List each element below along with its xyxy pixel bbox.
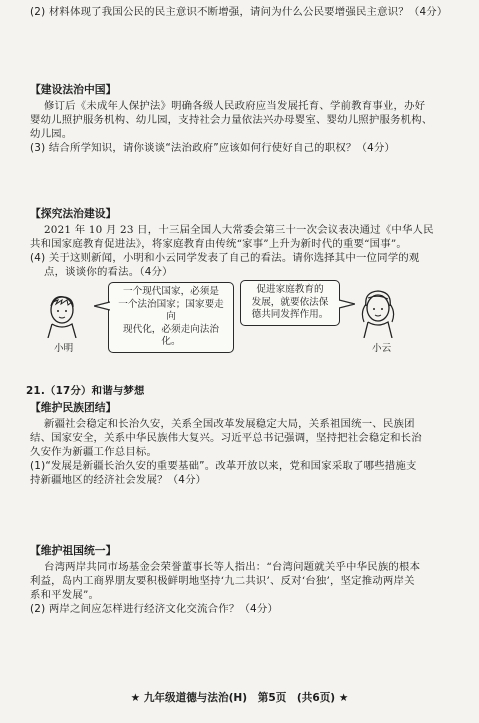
question-21-1-line-1: (1)“发展是新疆长治久安的重要基础”。改革开放以来，党和国家采取了哪些措施支 xyxy=(30,460,417,472)
name-xiaoming: 小明 xyxy=(54,343,74,354)
question-3: (3) 结合所学知识，请你谈谈“法治政府”应该如何行使好自己的职权？（4分） xyxy=(30,142,396,154)
question-21-title: 21.（17分）和谐与梦想 xyxy=(26,385,145,397)
bubble-text-xiaoyun: 促进家庭教育的 发展，就要依法保 德共同发挥作用。 xyxy=(251,284,329,320)
tanjiu-paragraph-line-2: 共和国家庭教育促进法》，将家庭教育由传统“家事”上升为新时代的重要“国事”。 xyxy=(30,238,407,250)
law-paragraph-line-2: 婴幼儿照护服务机构、幼儿园，支持社会力量依法兴办母婴室、婴幼儿照护服务机构、 xyxy=(30,114,433,126)
law-paragraph-line-1: 修订后《未成年人保护法》明确各级人民政府应当发展托育、学前教育事业，办好 xyxy=(44,100,426,112)
question-2: (2) 材料体现了我国公民的民主意识不断增强，请问为什么公民要增强民主意识？（4分） xyxy=(30,6,448,18)
speech-bubble-xiaoming xyxy=(108,282,234,353)
section-title-tanjiu: 【探究法治建设】 xyxy=(30,207,117,220)
question-21-1-line-2: 持新疆地区的经济社会发展？（4分） xyxy=(30,474,207,486)
name-xiaoyun: 小云 xyxy=(372,343,392,354)
section-title-tongyi: 【维护祖国统一】 xyxy=(30,544,117,557)
page-footer: ★ 九年级道德与法治(H) 第5页 (共6页) ★ xyxy=(130,692,349,704)
minzu-paragraph-line-2: 结、国家安全，关系中华民族伟大复兴。习近平总书记强调，坚持把社会稳定和长治 xyxy=(30,432,422,444)
section-title-minzu: 【维护民族团结】 xyxy=(30,401,117,414)
bubble-text-xiaoming: 一个现代国家，必须是 一个法治国家；国家要走向 现代化，必须走向法治化。 xyxy=(118,286,224,347)
minzu-paragraph-line-1: 新疆社会稳定和长治久安，关系全国改革发展稳定大局，关系祖国统一、民族团 xyxy=(44,418,415,430)
question-4-line-1: (4) 关于这则新闻，小明和小云同学发表了自己的看法。请你选择其中一位同学的观 xyxy=(30,252,420,264)
tongyi-paragraph-line-1: 台湾两岸共同市场基金会荣誉董事长等人指出：“台湾问题就关乎中华民族的根本 xyxy=(44,561,421,573)
question-4-line-2: 点，谈谈你的看法。（4分） xyxy=(44,266,173,278)
tanjiu-paragraph-line-1: 2021 年 10 月 23 日，十三届全国人大常委会第三十一次会议表决通过《中华人民 xyxy=(44,224,434,236)
tongyi-paragraph-line-2: 利益，岛内工商界朋友要积极鲜明地坚持‘九二共识’、反对‘台独’，坚定推动两岸关 xyxy=(30,575,415,587)
bubble-tail-left-icon xyxy=(94,300,110,312)
question-21-2: (2) 两岸之间应怎样进行经济文化交流合作？（4分） xyxy=(30,603,279,615)
bubble-tail-right-icon xyxy=(339,298,355,310)
speech-bubble-xiaoyun xyxy=(240,280,340,326)
xiaoming-figure-icon xyxy=(42,292,82,338)
tongyi-paragraph-line-3: 系和平发展”。 xyxy=(30,589,100,601)
law-paragraph-line-3: 幼儿园。 xyxy=(30,128,73,140)
minzu-paragraph-line-3: 久安作为新疆工作总目标。 xyxy=(30,446,158,458)
section-title-fazhi: 【建设法治中国】 xyxy=(30,83,117,96)
xiaoyun-figure-icon xyxy=(356,286,400,338)
